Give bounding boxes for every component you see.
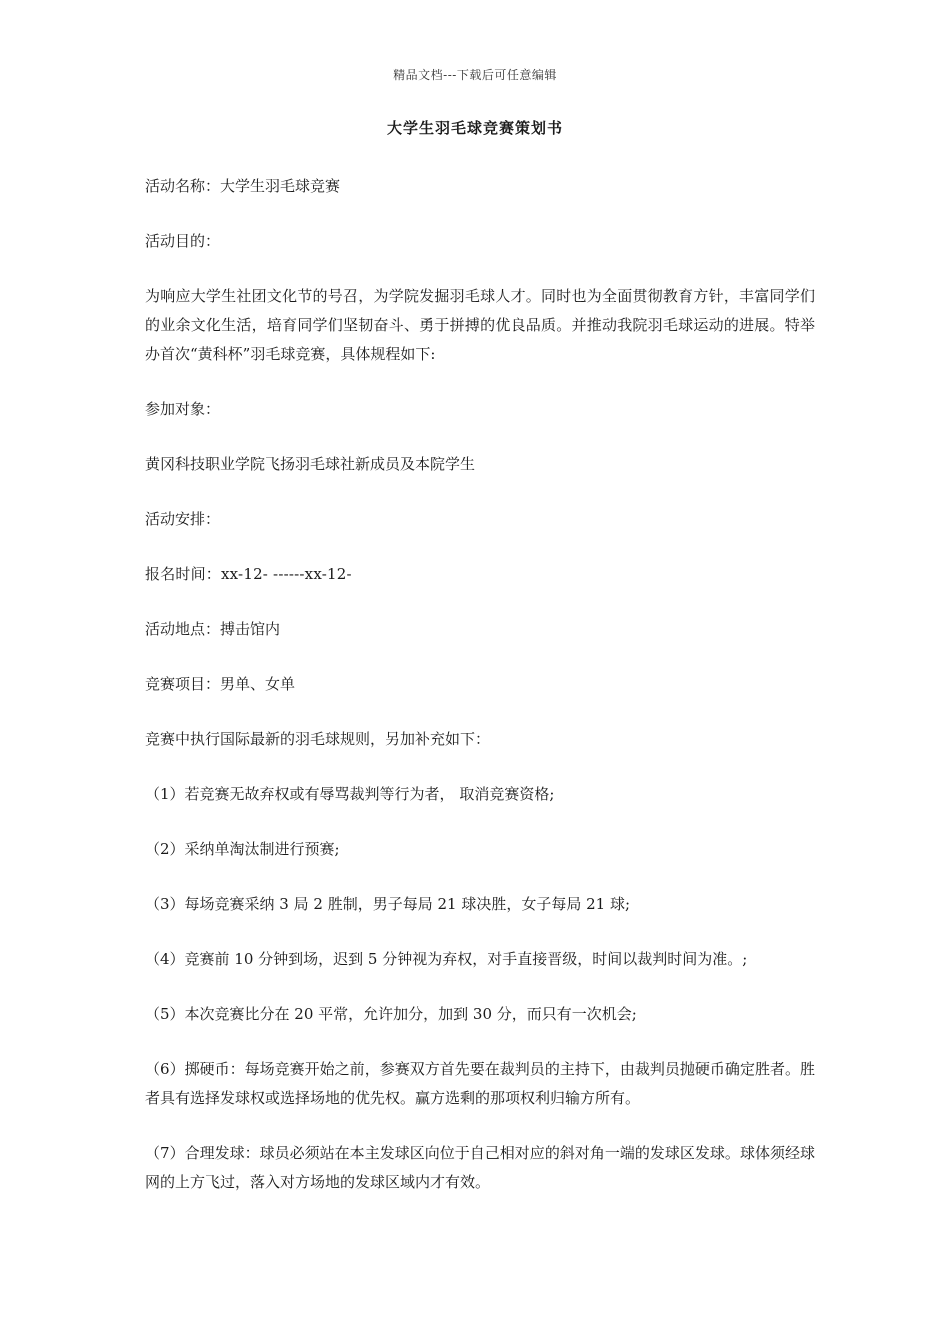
rule-item: （5）本次竞赛比分在 20 平常，允许加分，加到 30 分，而只有一次机会;	[145, 1005, 637, 1023]
activity-purpose-heading: 活动目的：	[145, 232, 221, 250]
registration-time-line: 报名时间：xx-12- ------xx-12-	[145, 565, 352, 583]
events-line: 竞赛项目：男单、女单	[145, 675, 296, 693]
venue-line: 活动地点：搏击馆内	[145, 620, 281, 638]
document-body	[145, 172, 815, 1223]
rule-item: （3）每场竞赛采纳 3 局 2 胜制，男子每局 21 球决胜，女子每局 21 球;	[145, 895, 631, 913]
document-title: 大学生羽毛球竞赛策划书	[386, 119, 563, 137]
rule-item: （1）若竞赛无故弃权或有辱骂裁判等行为者， 取消竞赛资格;	[145, 785, 555, 803]
participants-heading: 参加对象：	[145, 400, 221, 418]
participants-text: 黄冈科技职业学院飞扬羽毛球社新成员及本院学生	[145, 455, 476, 473]
rules-intro: 竞赛中执行国际最新的羽毛球规则，另加补充如下：	[145, 730, 491, 748]
rule-item: （2）采纳单淘汰制进行预赛;	[145, 840, 340, 858]
arrangement-heading: 活动安排：	[145, 510, 221, 528]
rule-item: （7）合理发球：球员必须站在本主发球区向位于自己相对应的斜对角一端的发球区发球。球体须经球网的上方飞过，落入对方场地的发球区域内才有效。	[145, 1144, 815, 1191]
header-note: 精品文档---下载后可任意编辑	[393, 68, 557, 82]
rule-item: （4）竞赛前 10 分钟到场，迟到 5 分钟视为弃权，对手直接晋级，时间以裁判时间为准。;	[145, 950, 748, 968]
activity-name-line: 活动名称：大学生羽毛球竞赛	[145, 177, 341, 195]
activity-purpose-text: 为响应大学生社团文化节的号召，为学院发掘羽毛球人才。同时也为全面贯彻教育方针，丰富同学们的业余文化生活，培育同学们坚韧奋斗、勇于拼搏的优良品质。并推动我院羽毛球运动的进展。特举办首次“黄科杯”羽毛球竞赛，具体规程如下:	[145, 287, 815, 363]
rule-item: （6）掷硬币：每场竞赛开始之前，参赛双方首先要在裁判员的主持下，由裁判员抛硬币确定胜者。胜者具有选择发球权或选择场地的优先权。赢方选剩的那项权利归输方所有。	[145, 1060, 815, 1107]
